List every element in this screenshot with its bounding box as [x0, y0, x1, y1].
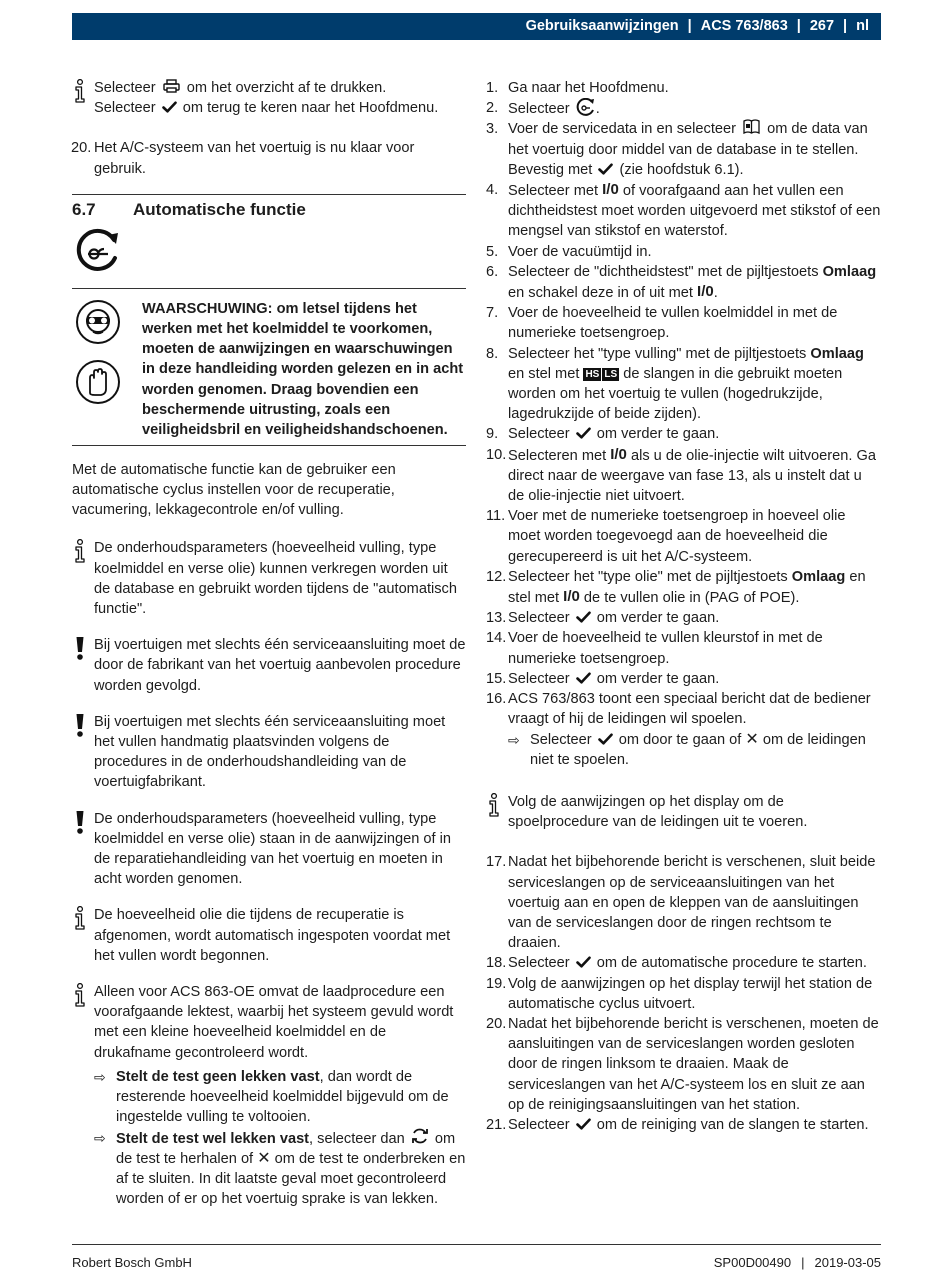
- key-name: Omlaag: [791, 568, 846, 585]
- step-text: om de data van het voertuig door middel van de database in te stellen. Bevestig met: [508, 121, 868, 178]
- step-text: en stel met: [508, 568, 866, 607]
- left-column: [72, 78, 466, 1209]
- checkmark-icon: [576, 1118, 591, 1130]
- page-footer: [72, 1244, 881, 1273]
- key-name: Omlaag: [810, 345, 864, 362]
- result-text: om de test te herhalen of: [116, 1130, 456, 1167]
- divider: [72, 194, 466, 195]
- info-icon: [72, 906, 88, 930]
- section-number: 6.7: [72, 199, 96, 219]
- checkmark-icon: [576, 611, 591, 623]
- checkmark-icon: [576, 956, 591, 968]
- checkmark-icon: [576, 672, 591, 684]
- step-text: Selecteer de "dichtheidstest" met de pijltjestoets: [508, 263, 819, 280]
- result-item: [508, 730, 881, 770]
- footer-date: 2019-03-05: [814, 1255, 881, 1270]
- list-item: 12. Selecteer het "type olie" met de pijltjestoets Omlaag en stel met I/0 de te vullen olie in (PAG of POE).: [486, 568, 866, 607]
- arrow-right-icon: ⇨: [94, 1129, 106, 1146]
- info-icon: [486, 793, 502, 817]
- result-text: om de leidingen niet te spoelen.: [530, 731, 866, 768]
- footer-company: Robert Bosch GmbH: [72, 1255, 192, 1270]
- list-item: 3. Voer de servicedata in en selecteer om de data van het voertuig door middel van de database in te stellen. Bevestig met (zie hoofdstuk 6.1).: [486, 121, 868, 178]
- cross-icon: ✕: [257, 1149, 271, 1167]
- list-item: 16. ACS 763/863 toont een speciaal bericht dat de bediener vraagt of hij de leidingen wil spoelen. ⇨ Selecteer om door te gaan of ✕ om de leidingen niet te spoelen.: [486, 689, 881, 770]
- note-text: om het overzicht af te drukken.: [186, 80, 387, 96]
- result-item: [94, 1067, 466, 1128]
- auto-function-icon: [576, 98, 596, 116]
- result-bold: Stelt de test wel lekken vast: [116, 1130, 310, 1147]
- checkmark-icon: [598, 163, 613, 175]
- list-item: 19. Volg de aanwijzingen op het display terwijl het station de automatische cyclus uitvoert.: [486, 975, 873, 1012]
- result-text: om de test te onderbreken en af te sluiten. In dit laatste geval moet gecontroleerd worden of er op het voertuig sprake is van lekken.: [116, 1150, 466, 1208]
- list-item: [72, 138, 466, 178]
- step-text: Selecteer: [508, 426, 570, 443]
- step-text: Volg de aanwijzingen op het display terwijl het station de automatische cyclus uitvoert.: [508, 975, 873, 1012]
- step-text: Voer de hoeveelheid te vullen koelmiddel in met de numerieke toetsengroep.: [508, 305, 838, 342]
- note-text: Bij voertuigen met slechts één serviceaansluiting moet het vullen handmatig plaatsvinden volgens de procedures in de onderhoudshandleiding van de voertuigfabrikant.: [94, 713, 446, 791]
- step-text: Selecteer met: [508, 183, 599, 200]
- step-text: om de automatische procedure te starten.: [596, 955, 867, 972]
- cross-icon: ✕: [745, 730, 759, 748]
- safety-goggles-icon: [75, 299, 121, 345]
- database-book-icon: [743, 119, 760, 135]
- footer-doc-id: SP00D00490: [713, 1255, 792, 1270]
- list-item: 13. Selecteer om verder te gaan.: [486, 610, 720, 627]
- hs-ls-icon: LS: [604, 368, 618, 380]
- checkmark-icon: [162, 101, 177, 113]
- step-text: als u de olie-injectie wilt uitvoeren. Ga direct naar de weergave van fase 13, als u instelt dat u de olie-injectie niet uitvoert.: [508, 447, 876, 505]
- list-item: 8. Selecteer het "type vulling" met de pijltjestoets Omlaag en stel met HS LS de slangen in die gebruikt moeten worden om het voertuig te vullen (hogedrukzijde, lagedrukzijde of beide zijden).: [486, 345, 864, 423]
- arrow-right-icon: ⇨: [94, 1068, 106, 1085]
- step-text: Ga naar het Hoofdmenu.: [508, 80, 669, 96]
- result-text: , selecteer dan: [309, 1130, 405, 1147]
- list-item: 20. Nadat het bijbehorende bericht is verschenen, moeten de aansluitingen van de serviceslangen worden gesloten door de ringen linksom te draaien. Maak de serviceslangen van het A/C-systeem los en sluit ze aan op de reinigingsaansluitingen van het station.: [486, 1015, 879, 1113]
- refresh-icon: [411, 1128, 429, 1144]
- list-item: 4. Selecteer met I/0 of voorafgaand aan het vullen een dichtheidstest moet worden uitgevoerd met stikstof of een mengsel van stikstof en waterstof.: [486, 181, 881, 240]
- list-item: 9. Selecteer om verder te gaan.: [486, 426, 720, 443]
- header-separator: |: [687, 18, 692, 35]
- step-text: om verder te gaan.: [596, 610, 720, 627]
- note-print: [72, 78, 466, 118]
- note-text: De onderhoudsparameters (hoeveelheid vulling, type koelmiddel en verse olie) staan in de aanwijzingen of in de reparatiehandleiding van het voertuig en moeten in acht worden genomen.: [94, 810, 451, 888]
- list-item: 7. Voer de hoeveelheid te vullen koelmiddel in met de numerieke toetsengroep.: [486, 305, 838, 342]
- note-text: Volg de aanwijzingen op het display om de spoelprocedure van de leidingen uit te voeren.: [508, 793, 808, 831]
- step-text: om verder te gaan.: [596, 670, 720, 687]
- note-text: De onderhoudsparameters (hoeveelheid vulling, type koelmiddel en verse olie) kunnen verkregen worden uit de database en gebruikt worden tijdens de "automatisch functie".: [94, 540, 457, 618]
- result-bold: Stelt de test geen lekken vast: [116, 1068, 320, 1085]
- step-number: 20.: [71, 140, 92, 157]
- step-text: Selecteren met: [508, 447, 607, 464]
- step-text: Nadat het bijbehorende bericht is verschenen, sluit beide serviceslangen op de serviceaansluitingen van het voertuig aan en open de kleppen van de aansluitingen van de serviceslangen door de ringen rechtsom te draaien.: [508, 854, 876, 952]
- step-text: Selecteer het "type olie" met de pijltjestoets: [508, 568, 788, 585]
- checkmark-icon: [576, 427, 591, 439]
- intro-paragraph: Met de automatische functie kan de gebruiker een automatische cyclus instellen voor de recuperatie, vacumering, lekkagecontrole en/of vulling.: [72, 461, 396, 519]
- result-text: Selecteer: [530, 731, 592, 748]
- list-item: 11. Voer met de numerieke toetsengroep in hoeveel olie moet worden toegevoegd aan de hoeveelheid die gerecupereerd is uit het A/C-systeem.: [486, 508, 846, 565]
- io-toggle-icon: I/0: [610, 445, 627, 463]
- step-text: om verder te gaan.: [596, 426, 720, 443]
- list-item: 15. Selecteer om verder te gaan.: [486, 670, 720, 687]
- note-text: Alleen voor ACS 863-OE omvat de laadprocedure een voorafgaande lektest, waarbij het systeem gevuld wordt met een kleine hoeveelheid koelmiddel en de drukafname gecontroleerd wordt.: [94, 984, 454, 1061]
- result-text: om door te gaan of: [618, 731, 742, 748]
- note-text: De hoeveelheid olie die tijdens de recuperatie is afgenomen, wordt automatisch ingespoten voordat met het vullen wordt begonnen.: [94, 907, 451, 964]
- checkmark-icon: [598, 733, 613, 745]
- step-text: Voer de servicedata in en selecteer: [508, 121, 736, 138]
- section-heading: [72, 198, 466, 222]
- io-toggle-icon: I/0: [697, 283, 714, 301]
- exclamation-icon: [72, 810, 88, 834]
- note-text: Selecteer: [94, 100, 156, 117]
- list-item: 10. Selecteren met I/0 als u de olie-injectie wilt uitvoeren. Ga direct naar de weergave van fase 13, als u instelt dat u de olie-injectie niet uitvoert.: [486, 445, 876, 505]
- note-attention: [72, 635, 466, 696]
- auto-cycle-icon: [74, 228, 122, 274]
- io-toggle-icon: I/0: [602, 181, 619, 199]
- step-text: Selecteer: [508, 101, 570, 118]
- step-text: Nadat het bijbehorende bericht is verschenen, moeten de aansluitingen van de serviceslangen worden gesloten door de ringen linksom te draaien. Maak de serviceslangen van het A/C-systeem los en sluit ze aan op de reinigingsaansluitingen van het station.: [508, 1015, 879, 1113]
- header-separator: |: [843, 18, 848, 35]
- section-title: Automatische functie: [133, 199, 306, 219]
- info-icon: [72, 983, 88, 1007]
- step-text: om de reiniging van de slangen te starten.: [596, 1116, 869, 1133]
- arrow-right-icon: ⇨: [508, 731, 520, 748]
- note-attention: [72, 809, 466, 890]
- note-info: [72, 982, 466, 1209]
- step-text: en stel met: [508, 365, 580, 382]
- step-text: Voer de hoeveelheid te vullen kleurstof in met de numerieke toetsengroep.: [508, 630, 823, 667]
- note-info: [486, 792, 881, 832]
- info-icon: [72, 79, 88, 103]
- list-item: 6. Selecteer de "dichtheidstest" met de pijltjestoets Omlaag en schakel deze in of uit met I/0.: [486, 263, 877, 302]
- info-icon: [72, 539, 88, 563]
- io-toggle-icon: I/0: [563, 588, 580, 606]
- note-text: Selecteer: [94, 80, 156, 96]
- header-doc-title: Gebruiksaanwijzingen: [525, 18, 679, 35]
- step-text: (zie hoofdstuk 6.1).: [619, 161, 744, 178]
- note-info: [72, 538, 466, 619]
- footer-separator: |: [801, 1255, 805, 1270]
- step-text: de te vullen olie in (PAG of POE).: [583, 590, 800, 607]
- header-page-number: 267: [809, 18, 835, 35]
- list-item: 14. Voer de hoeveelheid te vullen kleurstof in met de numerieke toetsengroep.: [486, 630, 823, 667]
- list-item: 18. Selecteer om de automatische procedure te starten.: [486, 955, 867, 972]
- hs-ls-icon: HS: [585, 368, 600, 380]
- note-text: om terug te keren naar het Hoofdmenu.: [182, 100, 439, 117]
- step-text: Selecteer: [508, 1116, 570, 1133]
- list-item: 17. Nadat het bijbehorende bericht is verschenen, sluit beide serviceslangen op de serviceaansluitingen van het voertuig aan en open de kleppen van de aansluitingen van de serviceslangen door de ringen rechtsom te draaien.: [486, 854, 876, 952]
- step-text: of voorafgaand aan het vullen een dichtheidstest moet worden uitgevoerd met stikstof of een mengsel van stikstof en waterstof.: [508, 183, 881, 240]
- warning-text: WAARSCHUWING: om letsel tijdens het werken met het koelmiddel te voorkomen, moeten de aanwijzingen en waarschuwingen in deze handleiding worden gelezen en in acht worden genomen. Draag bovendien een beschermende uitrusting, zoals een veiligheidsbril en veiligheidshandschoenen.: [142, 300, 464, 439]
- result-item: [94, 1128, 466, 1210]
- step-text: en schakel deze in of uit met: [508, 285, 693, 302]
- printer-icon: [163, 79, 180, 93]
- list-item: 2. Selecteer .: [486, 100, 600, 118]
- header-model: ACS 763/863: [700, 18, 788, 35]
- safety-gloves-icon: [75, 359, 121, 405]
- note-text: Bij voertuigen met slechts één serviceaansluiting moet de door de fabrikant van het voertuig aanbevolen procedure worden gevolgd.: [94, 637, 466, 694]
- step-text: Selecteer het "type vulling" met de pijltjestoets: [508, 345, 807, 362]
- step-text: Het A/C-systeem van het voertuig is nu klaar voor gebruik.: [94, 140, 415, 177]
- step-text: de slangen in die gebruikt moeten worden om het voertuig te vullen (hogedrukzijde, lagedrukzijde of beide zijden).: [508, 365, 843, 423]
- key-name: Omlaag: [822, 263, 877, 280]
- exclamation-icon: [72, 713, 88, 737]
- header-separator: |: [796, 18, 801, 35]
- warning-box: [72, 288, 466, 446]
- step-text: Voer met de numerieke toetsengroep in hoeveel olie moet worden toegevoegd aan de hoeveelheid die gerecupereerd is uit het A/C-systeem.: [508, 508, 846, 565]
- list-item: 21. Selecteer om de reiniging van de slangen te starten.: [486, 1116, 869, 1133]
- note-attention: [72, 712, 466, 793]
- step-text: ACS 763/863 toont een speciaal bericht dat de bediener vraagt of hij de leidingen wil spoelen.: [508, 691, 871, 728]
- list-item: 1. Ga naar het Hoofdmenu.: [486, 80, 669, 96]
- right-column: [486, 78, 881, 1135]
- exclamation-icon: [72, 636, 88, 660]
- step-text: Selecteer: [508, 670, 570, 687]
- result-text: , dan wordt de resterende hoeveelheid koelmiddel bijgevuld om de ingestelde vulling te voltooien.: [116, 1068, 449, 1126]
- step-text: Selecteer: [508, 610, 570, 627]
- step-text: Selecteer: [508, 955, 570, 972]
- step-text: Voer de vacuümtijd in.: [508, 243, 652, 260]
- note-info: [72, 905, 466, 966]
- header-language: nl: [856, 18, 869, 35]
- list-item: 5. Voer de vacuümtijd in.: [486, 243, 652, 260]
- header-bar: [72, 13, 881, 40]
